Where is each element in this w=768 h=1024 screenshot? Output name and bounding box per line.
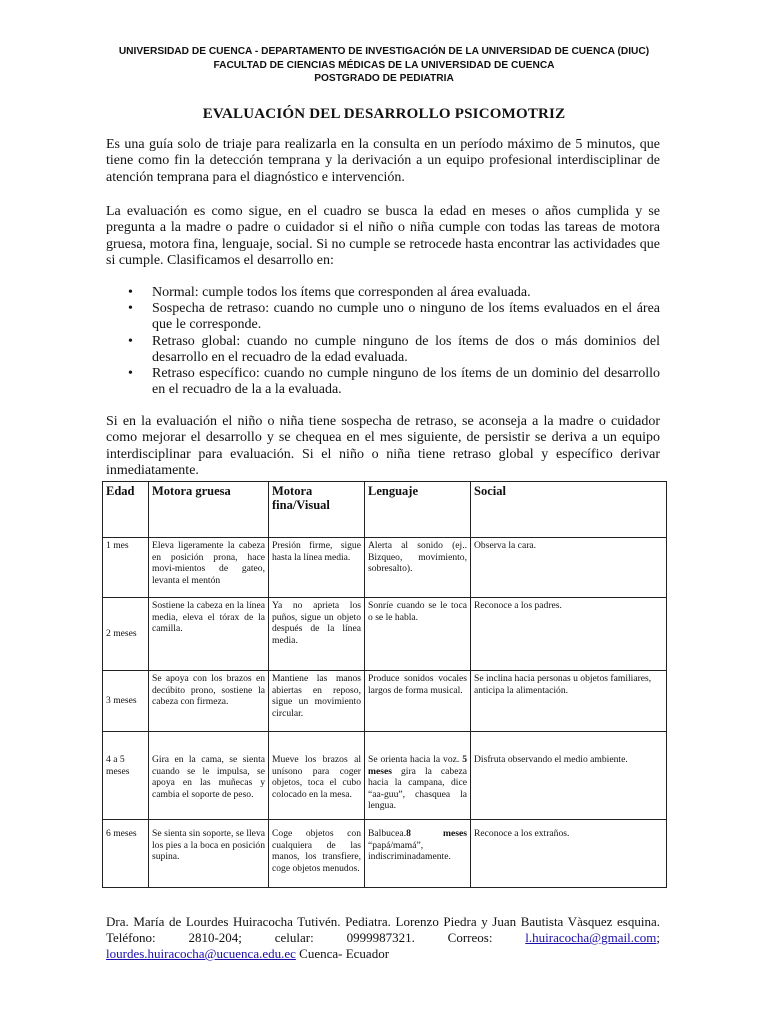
header-gross-motor: Motora gruesa — [149, 482, 269, 538]
cell-social: Observa la cara. — [471, 538, 667, 598]
language-text-end: “papá/mamá”, indiscriminadamente. — [368, 839, 451, 863]
language-bold-text: 8 meses — [406, 828, 467, 839]
language-text: Balbucea. — [368, 828, 407, 839]
cell-age — [103, 671, 149, 732]
table-row — [103, 538, 667, 598]
contact-footer — [106, 914, 660, 962]
list-item — [106, 285, 660, 301]
classification-list — [106, 285, 660, 398]
cell-age — [103, 598, 149, 671]
document-header — [0, 45, 768, 86]
cell-social: Reconoce a los padres. — [471, 598, 667, 671]
development-table — [102, 481, 667, 888]
footer-contact-text: Dra. María de Lourdes Huiracocha Tutivén. Pediatra. Lorenzo Piedra y Juan Bautista Vàsquez esquina. Teléfono: 2810-204; celular: 0999987321. Correos: — [106, 914, 660, 945]
bullet-icon: • — [128, 333, 133, 349]
header-fine-motor: Motora fina/Visual — [269, 482, 365, 538]
list-item-text: Normal: cumple todos los ítems que corresponden al área evaluada. — [152, 285, 531, 300]
cell-language — [365, 820, 471, 888]
age-text: 3 meses — [106, 695, 137, 707]
cell-fine-motor: Mantiene las manos abiertas en reposo, sigue un movimiento circular. — [269, 671, 365, 732]
bullet-icon: • — [128, 301, 133, 317]
language-text: Se orienta hacia la voz. — [368, 754, 463, 765]
table-row — [103, 732, 667, 820]
cell-fine-motor: Ya no aprieta los puños, sigue un objeto después de la línea media. — [269, 598, 365, 671]
advice-paragraph: Si en la evaluación el niño o niña tiene sospecha de retraso, se aconseja a la madre o cuidador como mejorar el desarrollo y se chequea en el mes siguiente, de persistir se deriva a un equipo interdisciplinar para evaluación. Si el niño o niña tiene retraso global y específico derivar inmediatamente. — [106, 414, 660, 479]
language-text: Sonríe cuando se le toca o se le habla. — [368, 600, 467, 623]
cell-age: 1 mes — [103, 538, 149, 598]
cell-social: Disfruta observando el medio ambiente. — [471, 732, 667, 820]
cell-fine-motor: Presión firme, sigue hasta la línea media. — [269, 538, 365, 598]
language-text-end: gira la cabeza hacia la campana, dice “aa-guu”, chasquea la lengua. — [368, 765, 467, 812]
list-item — [106, 301, 660, 333]
cell-fine-motor: Mueve los brazos al unísono para coger objetos, toca el cubo colocado en la mesa. — [269, 732, 365, 820]
cell-gross-motor: Se apoya con los brazos en decúbito prono, sostiene la cabeza con firmeza. — [149, 671, 269, 732]
cell-gross-motor: Gira en la cama, se sienta cuando se le impulsa, se apoya en las muñecas y cambia el soporte de peso. — [149, 732, 269, 820]
language-text: Alerta al sonido (ej.. Bizqueo, movimiento, sobresalto). — [368, 540, 467, 575]
header-university: UNIVERSIDAD DE CUENCA - DEPARTAMENTO DE INVESTIGACIÓN DE LA UNIVERSIDAD DE CUENCA (DIUC) — [118, 46, 650, 57]
table-row — [103, 598, 667, 671]
list-item — [106, 366, 660, 398]
table-header-row — [103, 482, 667, 538]
cell-fine-motor: Coge objetos con cualquiera de las manos, los transfiere, coge objetos menudos. — [269, 820, 365, 888]
method-paragraph: La evaluación es como sigue, en el cuadro se busca la edad en meses o años cumplida y se pregunta a la madre o padre o cuidador si el niño o niña cumple con todas las tareas de motora gruesa, motora fina, lenguaje, social. Si no cumple se retrocede hasta encontrar las actividades que si cumple. Clasificamos el desarrollo en: — [106, 204, 660, 269]
cell-gross-motor: Se sienta sin soporte, se lleva los pies a la boca en posición supina. — [149, 820, 269, 888]
header-social: Social — [471, 482, 667, 538]
language-bold-text: 5 meses — [368, 754, 467, 777]
cell-social: Reconoce a los extraños. — [471, 820, 667, 888]
header-age: Edad — [103, 482, 149, 538]
footer-location-text: Cuenca- Ecuador — [295, 946, 390, 961]
header-program: POSTGRADO DE PEDIATRIA — [314, 73, 454, 84]
list-item-text: Retraso específico: cuando no cumple ninguno de los ítems de un dominio del desarrollo en el recuadro de la a la evaluada. — [152, 366, 660, 398]
header-faculty: FACULTAD DE CIENCIAS MÉDICAS DE LA UNIVERSIDAD DE CUENCA — [213, 59, 555, 71]
cell-language — [365, 538, 471, 598]
intro-paragraph: Es una guía solo de triaje para realizarla en la consulta en un período máximo de 5 minutos, que tiene como fin la detección temprana y la derivación a un equipo profesional interdisciplinar de atención temprana para el diagnóstico e intervención. — [106, 137, 660, 185]
email-link-ucuenca[interactable]: lourdes.huiracocha@ucuenca.edu.ec — [106, 946, 296, 961]
list-item-text: Sospecha de retraso: cuando no cumple uno o ninguno de los ítems evaluados en el área que le corresponde. — [152, 301, 660, 333]
bullet-icon: • — [128, 366, 133, 382]
cell-language — [365, 671, 471, 732]
list-item-text: Retraso global: cuando no cumple ninguno de los ítems de dos o más dominios del desarrollo en el recuadro de la edad evaluada. — [152, 333, 660, 365]
cell-gross-motor: Sostiene la cabeza en la línea media, eleva el tórax de la camilla. — [149, 598, 269, 671]
footer-separator: ; — [656, 930, 660, 945]
header-language: Lenguaje — [365, 482, 471, 538]
document-title: EVALUACIÓN DEL DESARROLLO PSICOMOTRIZ — [202, 106, 566, 122]
language-text: Produce sonidos vocales largos de forma musical. — [368, 673, 467, 696]
cell-age: 6 meses — [103, 820, 149, 888]
cell-age: 4 a 5 meses — [103, 732, 149, 820]
list-item — [106, 334, 660, 366]
cell-social: Se inclina hacia personas u objetos familiares, anticipa la alimentación. — [471, 671, 667, 732]
table-row — [103, 671, 667, 732]
cell-gross-motor: Eleva ligeramente la cabeza en posición prona, hace movi-mientos de gateo, levanta el mentón — [149, 538, 269, 598]
table-row — [103, 820, 667, 888]
cell-language — [365, 598, 471, 671]
age-text: 2 meses — [106, 628, 137, 640]
bullet-icon: • — [128, 285, 133, 300]
email-link-gmail[interactable]: l.huiracocha@gmail.com — [525, 930, 657, 945]
cell-language — [365, 732, 471, 820]
